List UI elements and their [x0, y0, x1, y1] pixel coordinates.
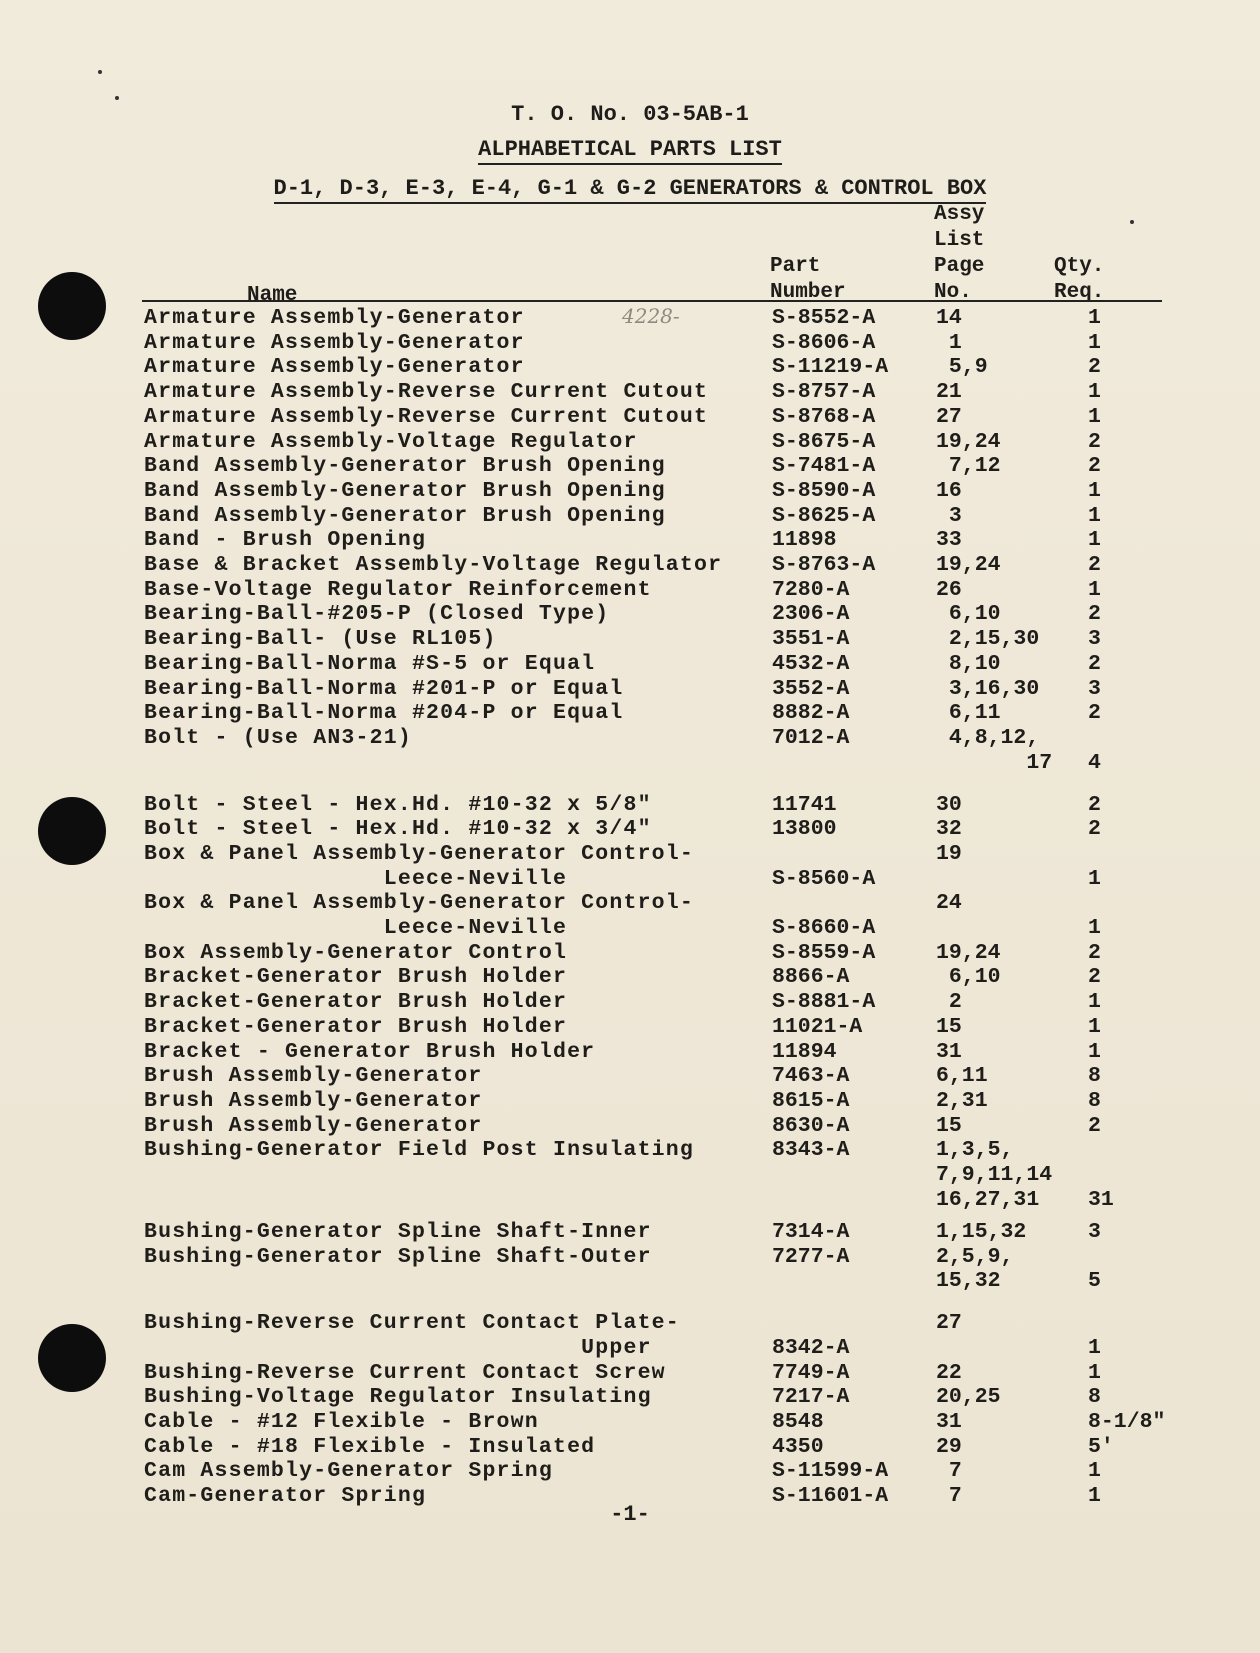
assy-list-page: 4,8,12, 17: [948, 725, 1053, 775]
qty-required: 1: [1088, 306, 1101, 330]
part-name: Brush Assembly-Generator: [144, 1064, 483, 1089]
assy-list-page: 27: [936, 404, 962, 429]
qty-required: 1: [1088, 1459, 1101, 1484]
paper-speck: [98, 70, 102, 74]
table-row: [0, 1015, 1260, 1040]
assy-list-page: 15: [936, 1113, 962, 1138]
part-number: 2306-A: [772, 602, 850, 627]
table-row: [0, 1410, 1260, 1435]
part-name: Box & Panel Assembly-Generator Control- Leece-Neville: [144, 891, 694, 941]
part-number: S-8559-A: [772, 940, 876, 965]
qty-required: 2: [1088, 651, 1101, 676]
part-number: S-7481-A: [772, 454, 876, 479]
header-rule: [142, 300, 1162, 302]
part-number: 7280-A: [772, 577, 850, 602]
part-name: Bearing-Ball- (Use RL105): [144, 627, 497, 652]
table-row: [0, 355, 1260, 380]
table-row: [0, 1459, 1260, 1484]
part-name: Bolt - Steel - Hex.Hd. #10-32 x 3/4": [144, 817, 652, 842]
table-row: [0, 331, 1260, 356]
part-number: 13800: [772, 817, 837, 842]
assy-list-page: 19,24: [936, 553, 1001, 577]
part-number: 11021-A: [772, 1014, 863, 1039]
table-row: [0, 504, 1260, 529]
assy-list-page: 2,5,9, 15,32: [936, 1244, 1014, 1294]
assy-list-page: 26: [936, 577, 962, 602]
table-row: [0, 1220, 1260, 1245]
assy-list-page: 16: [936, 478, 962, 503]
assy-list-page: 31: [936, 1410, 962, 1435]
qty-required: 1: [1088, 503, 1101, 528]
table-row: [0, 701, 1260, 726]
part-name: Bracket - Generator Brush Holder: [144, 1039, 596, 1064]
part-name: Bushing-Reverse Current Contact Screw: [144, 1360, 666, 1385]
part-name: Armature Assembly-Generator: [144, 306, 525, 330]
qty-required: 2: [1088, 792, 1101, 817]
part-name: Armature Assembly-Generator: [144, 330, 525, 355]
assy-list-page: 24: [936, 891, 962, 916]
qty-required: 1: [1088, 1360, 1101, 1385]
part-number: 11741: [772, 792, 837, 817]
table-row: [0, 941, 1260, 966]
part-name: Base & Bracket Assembly-Voltage Regulator: [144, 553, 723, 577]
qty-required: 2: [1088, 817, 1101, 842]
table-row: [0, 726, 1260, 775]
assy-list-page: 2,15,30: [936, 627, 1040, 652]
part-name: Brush Assembly-Generator: [144, 1113, 483, 1138]
part-number: S-8881-A: [772, 990, 876, 1015]
table-row: [0, 1040, 1260, 1065]
assy-list-page: 21: [936, 380, 962, 405]
qty-required: 2: [1088, 1113, 1101, 1138]
part-number: S-8560-A: [772, 866, 876, 891]
table-row: [0, 454, 1260, 479]
part-name: Brush Assembly-Generator: [144, 1088, 483, 1113]
part-name: Band Assembly-Generator Brush Opening: [144, 454, 666, 479]
part-number: S-8625-A: [772, 503, 876, 528]
table-row: [0, 965, 1260, 990]
part-name: Armature Assembly-Voltage Regulator: [144, 429, 638, 454]
part-number: S-8590-A: [772, 478, 876, 503]
col-page-header: Assy List Page No.: [934, 203, 985, 304]
assy-list-page: 7: [936, 1459, 962, 1484]
qty-required: 1: [1088, 1039, 1101, 1064]
part-name: Band Assembly-Generator Brush Opening: [144, 503, 666, 528]
assy-list-page: 1,15,32: [936, 1219, 1027, 1244]
table-row: [0, 430, 1260, 455]
qty-required: 1: [1088, 404, 1101, 429]
assy-list-page: 27: [936, 1311, 962, 1336]
table-row: [0, 842, 1260, 891]
part-name: Band Assembly-Generator Brush Opening: [144, 478, 666, 503]
part-name: Bushing-Generator Spline Shaft-Inner: [144, 1219, 652, 1244]
qty-required: 2: [1088, 429, 1101, 454]
part-number: S-11599-A: [772, 1459, 889, 1484]
part-name: Bracket-Generator Brush Holder: [144, 1014, 568, 1039]
qty-required: 8: [1088, 1385, 1101, 1410]
part-name: Box & Panel Assembly-Generator Control- Leece-Neville: [144, 841, 694, 891]
qty-required: 2: [1088, 965, 1101, 990]
table-row: [0, 306, 1260, 331]
part-name: Bearing-Ball-Norma #S-5 or Equal: [144, 651, 596, 676]
table-row: [0, 528, 1260, 553]
qty-required: 2: [1088, 553, 1101, 577]
assy-list-page: 14: [936, 306, 962, 330]
part-name: Box Assembly-Generator Control: [144, 940, 568, 965]
qty-required: 2: [1088, 454, 1101, 479]
part-name: Band - Brush Opening: [144, 528, 427, 553]
part-name: Bushing-Reverse Current Contact Plate- Upper: [144, 1311, 680, 1360]
part-number: 7012-A: [772, 725, 850, 750]
paper-speck: [115, 96, 119, 100]
to-number: T. O. No. 03-5AB-1: [511, 102, 749, 127]
table-row: [0, 405, 1260, 430]
table-row: [0, 891, 1260, 940]
part-number: 4350: [772, 1434, 824, 1459]
table-row: [0, 1361, 1260, 1386]
part-number: 8342-A: [772, 1335, 850, 1360]
col-name-header: Name: [247, 284, 298, 307]
assy-list-page: 6,10: [936, 602, 1001, 627]
part-number: 8882-A: [772, 701, 850, 726]
qty-required: 5: [1088, 1269, 1101, 1294]
table-row: [0, 1089, 1260, 1114]
subtitle: D-1, D-3, E-3, E-4, G-1 & G-2 GENERATORS & CONTROL BOX: [0, 176, 1260, 204]
qty-required: 3: [1088, 1219, 1101, 1244]
part-number: 8343-A: [772, 1138, 850, 1163]
part-name: Cable - #12 Flexible - Brown: [144, 1410, 539, 1435]
part-number: 11894: [772, 1039, 837, 1064]
qty-required: 1: [1088, 330, 1101, 355]
assy-list-page: 7,12: [936, 454, 1001, 479]
qty-required: 2: [1088, 602, 1101, 627]
qty-required: 2: [1088, 701, 1101, 726]
part-number: 8630-A: [772, 1113, 850, 1138]
assy-list-page: 19: [936, 841, 962, 866]
part-name: Bolt - Steel - Hex.Hd. #10-32 x 5/8": [144, 792, 652, 817]
assy-list-page: 6,11: [936, 701, 1001, 726]
col-part-header: Part Number: [770, 255, 846, 304]
part-number: 7463-A: [772, 1064, 850, 1089]
qty-required: 2: [1088, 355, 1101, 380]
part-number: S-8552-A: [772, 306, 876, 330]
qty-required: 1: [1088, 528, 1101, 553]
table-row: [0, 627, 1260, 652]
part-number: 8615-A: [772, 1088, 850, 1113]
table-row: [0, 553, 1260, 578]
part-name: Base-Voltage Regulator Reinforcement: [144, 577, 652, 602]
part-number: 7217-A: [772, 1385, 850, 1410]
qty-required: 1: [1088, 1014, 1101, 1039]
assy-list-page: 7: [936, 1484, 962, 1509]
assy-list-page: 19,24: [936, 429, 1001, 454]
table-row: [0, 677, 1260, 702]
qty-required: 8-1/8": [1088, 1410, 1166, 1435]
assy-list-page: 32: [936, 817, 962, 842]
qty-required: 4: [1088, 750, 1101, 775]
table-row: [0, 479, 1260, 504]
paper-speck: [1130, 220, 1134, 224]
table-row: [0, 1114, 1260, 1139]
assy-list-page: 6,11: [936, 1064, 988, 1089]
assy-list-page: 31: [936, 1039, 962, 1064]
part-name: Cable - #18 Flexible - Insulated: [144, 1434, 596, 1459]
assy-list-page: 2,31: [936, 1088, 988, 1113]
assy-list-page: 1: [936, 330, 962, 355]
part-number: S-8757-A: [772, 380, 876, 405]
part-number: 3552-A: [772, 676, 850, 701]
qty-required: 1: [1088, 866, 1101, 891]
qty-required: 2: [1088, 940, 1101, 965]
part-name: Cam Assembly-Generator Spring: [144, 1459, 553, 1484]
part-name: Bracket-Generator Brush Holder: [144, 990, 568, 1015]
table-row: [0, 1138, 1260, 1212]
part-number: S-11601-A: [772, 1484, 889, 1509]
table-row: [0, 817, 1260, 842]
assy-list-page: 5,9: [936, 355, 988, 380]
part-number: 7277-A: [772, 1244, 850, 1269]
assy-list-page: 30: [936, 792, 962, 817]
qty-required: 3: [1088, 627, 1101, 652]
assy-list-page: 3: [936, 503, 962, 528]
part-number: 8866-A: [772, 965, 850, 990]
qty-required: 31: [1088, 1187, 1114, 1212]
part-number: 4532-A: [772, 651, 850, 676]
part-number: S-8606-A: [772, 330, 876, 355]
assy-list-page: 3,16,30: [936, 676, 1040, 701]
part-number: 3551-A: [772, 627, 850, 652]
list-title: ALPHABETICAL PARTS LIST: [0, 137, 1260, 165]
table-row: [0, 793, 1260, 818]
table-row: [0, 1311, 1260, 1360]
table-row: [0, 1385, 1260, 1410]
part-name: Bearing-Ball-Norma #201-P or Equal: [144, 676, 624, 701]
part-name: Bearing-Ball-#205-P (Closed Type): [144, 602, 610, 627]
qty-required: 1: [1088, 990, 1101, 1015]
part-name: Armature Assembly-Reverse Current Cutout: [144, 380, 709, 405]
qty-required: 8: [1088, 1088, 1101, 1113]
part-number: S-8675-A: [772, 429, 876, 454]
part-number: 7314-A: [772, 1219, 850, 1244]
table-row: [0, 990, 1260, 1015]
qty-required: 1: [1088, 478, 1101, 503]
qty-required: 1: [1088, 577, 1101, 602]
page-number: -1-: [610, 1502, 650, 1527]
part-number: 8548: [772, 1410, 824, 1435]
assy-list-page: 19,24: [936, 940, 1001, 965]
assy-list-page: 33: [936, 528, 962, 553]
table-row: [0, 1435, 1260, 1460]
table-row: [0, 602, 1260, 627]
assy-list-page: 8,10: [936, 651, 1001, 676]
assy-list-page: 29: [936, 1434, 962, 1459]
part-name: Armature Assembly-Reverse Current Cutout: [144, 404, 709, 429]
assy-list-page: 15: [936, 1014, 962, 1039]
assy-list-page: 6,10: [936, 965, 1001, 990]
table-row: [0, 380, 1260, 405]
part-number: S-8768-A: [772, 404, 876, 429]
part-name: Bushing-Voltage Regulator Insulating: [144, 1385, 652, 1410]
assy-list-page: 1,3,5, 7,9,11,14 16,27,31: [936, 1138, 1053, 1212]
assy-list-page: 22: [936, 1360, 962, 1385]
part-name: Bracket-Generator Brush Holder: [144, 965, 568, 990]
part-name: Bushing-Generator Spline Shaft-Outer: [144, 1244, 652, 1269]
qty-required: 3: [1088, 676, 1101, 701]
assy-list-page: 20,25: [936, 1385, 1001, 1410]
qty-required: 1: [1088, 916, 1101, 941]
qty-required: 1: [1088, 1335, 1101, 1360]
part-name: Bearing-Ball-Norma #204-P or Equal: [144, 701, 624, 726]
part-name: Cam-Generator Spring: [144, 1484, 427, 1509]
part-number: 11898: [772, 528, 837, 553]
table-row: [0, 1245, 1260, 1294]
col-qty-header: Qty. Req.: [1054, 255, 1105, 304]
part-number: S-8660-A: [772, 916, 876, 941]
qty-required: 1: [1088, 1484, 1101, 1509]
part-name: Bolt - (Use AN3-21): [144, 725, 412, 750]
table-row: [0, 652, 1260, 677]
qty-required: 1: [1088, 380, 1101, 405]
part-number: S-11219-A: [772, 355, 889, 380]
table-row: [0, 1064, 1260, 1089]
assy-list-page: 2: [936, 990, 962, 1015]
part-name: Bushing-Generator Field Post Insulating: [144, 1138, 694, 1163]
table-row: [0, 578, 1260, 603]
part-name: Armature Assembly-Generator: [144, 355, 525, 380]
part-number: 7749-A: [772, 1360, 850, 1385]
qty-required: 5': [1088, 1434, 1114, 1459]
qty-required: 8: [1088, 1064, 1101, 1089]
handwritten-note: 4228-: [622, 304, 680, 328]
part-number: S-8763-A: [772, 553, 876, 577]
